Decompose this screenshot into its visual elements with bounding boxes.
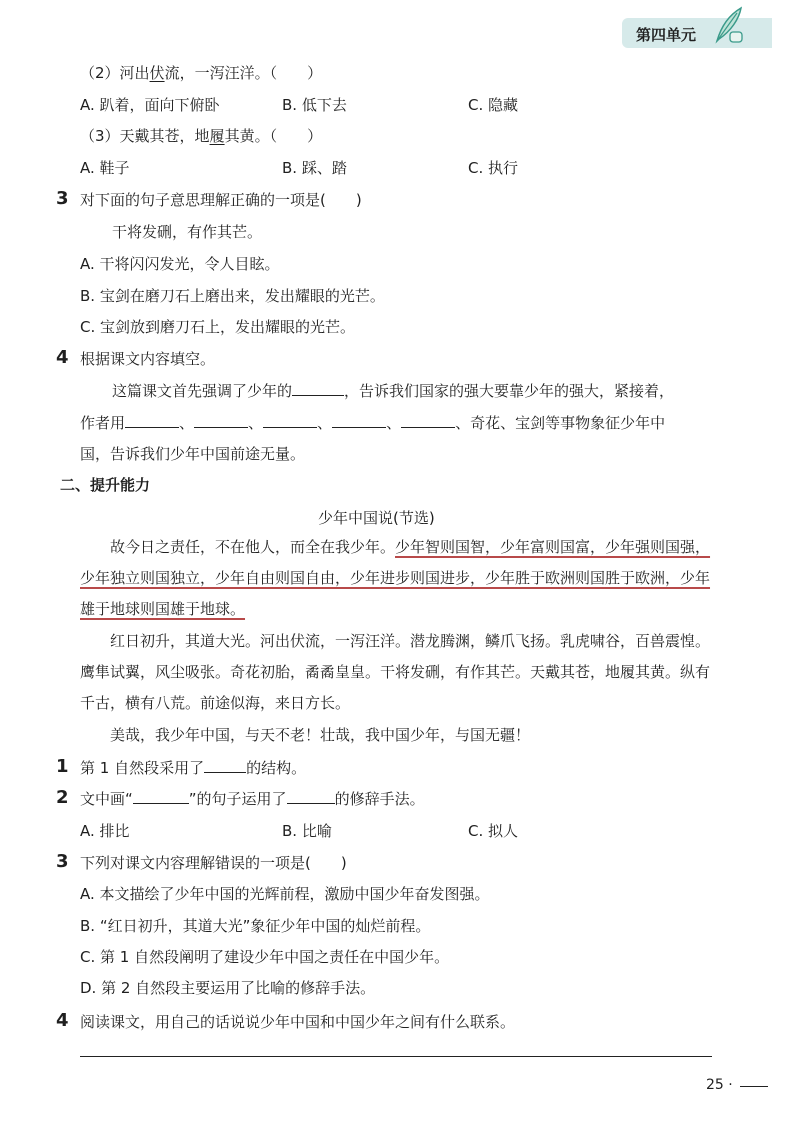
passage-para1-line2: 少年独立则国独立，少年自由则国自由，少年进步则国进步，少年胜于欧洲则国胜于欧洲，少年 [80, 569, 711, 587]
p2-q3-option-c: C. 第 1 自然段阐明了建设少年中国之责任在中国少年。 [80, 948, 450, 966]
q2-sub3-option-b: B. 踩、踏 [282, 159, 347, 177]
passage-para2-line3: 千古，横有八荒。前途似海，来日方长。 [80, 694, 351, 712]
q3-stem: 对下面的句子意思理解正确的一项是( ) [80, 191, 362, 209]
p2-q2-option-c: C. 拟人 [468, 822, 519, 840]
q3-option-a: A. 干将闪闪发光，令人目眩。 [80, 255, 280, 273]
fill-blank[interactable] [292, 394, 344, 396]
q2-sub2-option-b: B. 低下去 [282, 96, 347, 114]
unit-label: 第四单元 [636, 26, 697, 44]
page-number-rule [740, 1086, 768, 1087]
q2-sub2-option-c: C. 隐藏 [468, 96, 519, 114]
question-number: 3 [56, 188, 69, 209]
fill-blank[interactable] [194, 426, 248, 428]
q4-fill-line2: 作者用 、 、 、 、 、奇花、宝剑等事物象征少年中 [80, 414, 666, 432]
q2-sub2-stem: （2）河出伏流，一泻汪洋。（ ） [80, 64, 323, 82]
fill-blank[interactable] [332, 426, 386, 428]
p2-q3-option-b: B. “红日初升，其道大光”象征少年中国的灿烂前程。 [80, 917, 431, 935]
p2-q2-option-a: A. 排比 [80, 822, 130, 840]
fill-blank[interactable] [401, 426, 455, 428]
q2-sub3-option-a: A. 鞋子 [80, 159, 130, 177]
p2-q3-stem: 下列对课文内容理解错误的一项是( ) [80, 854, 347, 872]
p2-q3-option-a: A. 本文描绘了少年中国的光辉前程，激励中国少年奋发图强。 [80, 885, 490, 903]
question-number: 4 [56, 1010, 69, 1031]
unit-header-tab [622, 18, 772, 48]
passage-para1-line3: 雄于地球则国雄于地球。 [80, 600, 246, 618]
q2-sub3-stem: （3）天戴其苍，地履其黄。（ ） [80, 127, 323, 145]
page-number: 25 · [706, 1077, 733, 1093]
q3-quote: 干将发硎，有作其芒。 [112, 223, 263, 241]
q4-fill-line3: 国，告诉我们少年中国前途无量。 [80, 445, 306, 463]
passage-para3: 美哉，我少年中国，与天不老！壮哉，我中国少年，与国无疆！ [110, 726, 531, 744]
feather-quill-icon [711, 5, 745, 45]
passage-para2-line1: 红日初升，其道大光。河出伏流，一泻汪洋。潜龙腾渊，鳞爪飞扬。乳虎啸谷，百兽震惶。 [110, 632, 711, 650]
fill-blank[interactable] [125, 426, 179, 428]
underlined-char: 履 [209, 127, 225, 145]
p2-q4-stem: 阅读课文，用自己的话说说少年中国和中国少年之间有什么联系。 [80, 1013, 516, 1031]
fill-blank[interactable] [263, 426, 317, 428]
q2-sub3-option-c: C. 执行 [468, 159, 519, 177]
passage-para2-line2: 鹰隼试翼，风尘吸张。奇花初胎，矞矞皇皇。干将发硎，有作其芒。天戴其苍，地履其黄。纵有 [80, 663, 711, 681]
question-number: 3 [56, 851, 69, 872]
question-number: 4 [56, 347, 69, 368]
p2-q3-option-d: D. 第 2 自然段主要运用了比喻的修辞手法。 [80, 979, 376, 997]
q3-option-b: B. 宝剑在磨刀石上磨出来，发出耀眼的光芒。 [80, 287, 385, 305]
fill-blank[interactable] [204, 771, 246, 773]
passage-para1-line1: 故今日之责任，不在他人，而全在我少年。少年智则国智，少年富则国富，少年强则国强， [110, 538, 711, 556]
p2-q2-option-b: B. 比喻 [282, 822, 332, 840]
section-title: 二、提升能力 [60, 476, 151, 494]
underlined-char: 伏 [149, 64, 165, 82]
answer-line[interactable] [80, 1056, 712, 1057]
question-number: 2 [56, 787, 69, 808]
underlined-sentence: 少年智则国智，少年富则国富，少年强则国强， [395, 538, 711, 556]
q3-option-c: C. 宝剑放到磨刀石上，发出耀眼的光芒。 [80, 318, 356, 336]
fill-blank[interactable] [133, 802, 189, 804]
question-number: 1 [56, 756, 69, 777]
q4-stem: 根据课文内容填空。 [80, 350, 216, 368]
p2-q2-stem: 文中画“ ”的句子运用了 的修辞手法。 [80, 790, 425, 808]
p2-q1-stem: 第 1 自然段采用了 的结构。 [80, 759, 307, 777]
q2-sub2-option-a: A. 趴着，面向下俯卧 [80, 96, 220, 114]
passage-title: 少年中国说(节选) [318, 509, 435, 527]
fill-blank[interactable] [287, 802, 335, 804]
q4-fill-line1: 这篇课文首先强调了少年的 ，告诉我们国家的强大要靠少年的强大，紧接着， [112, 382, 675, 400]
